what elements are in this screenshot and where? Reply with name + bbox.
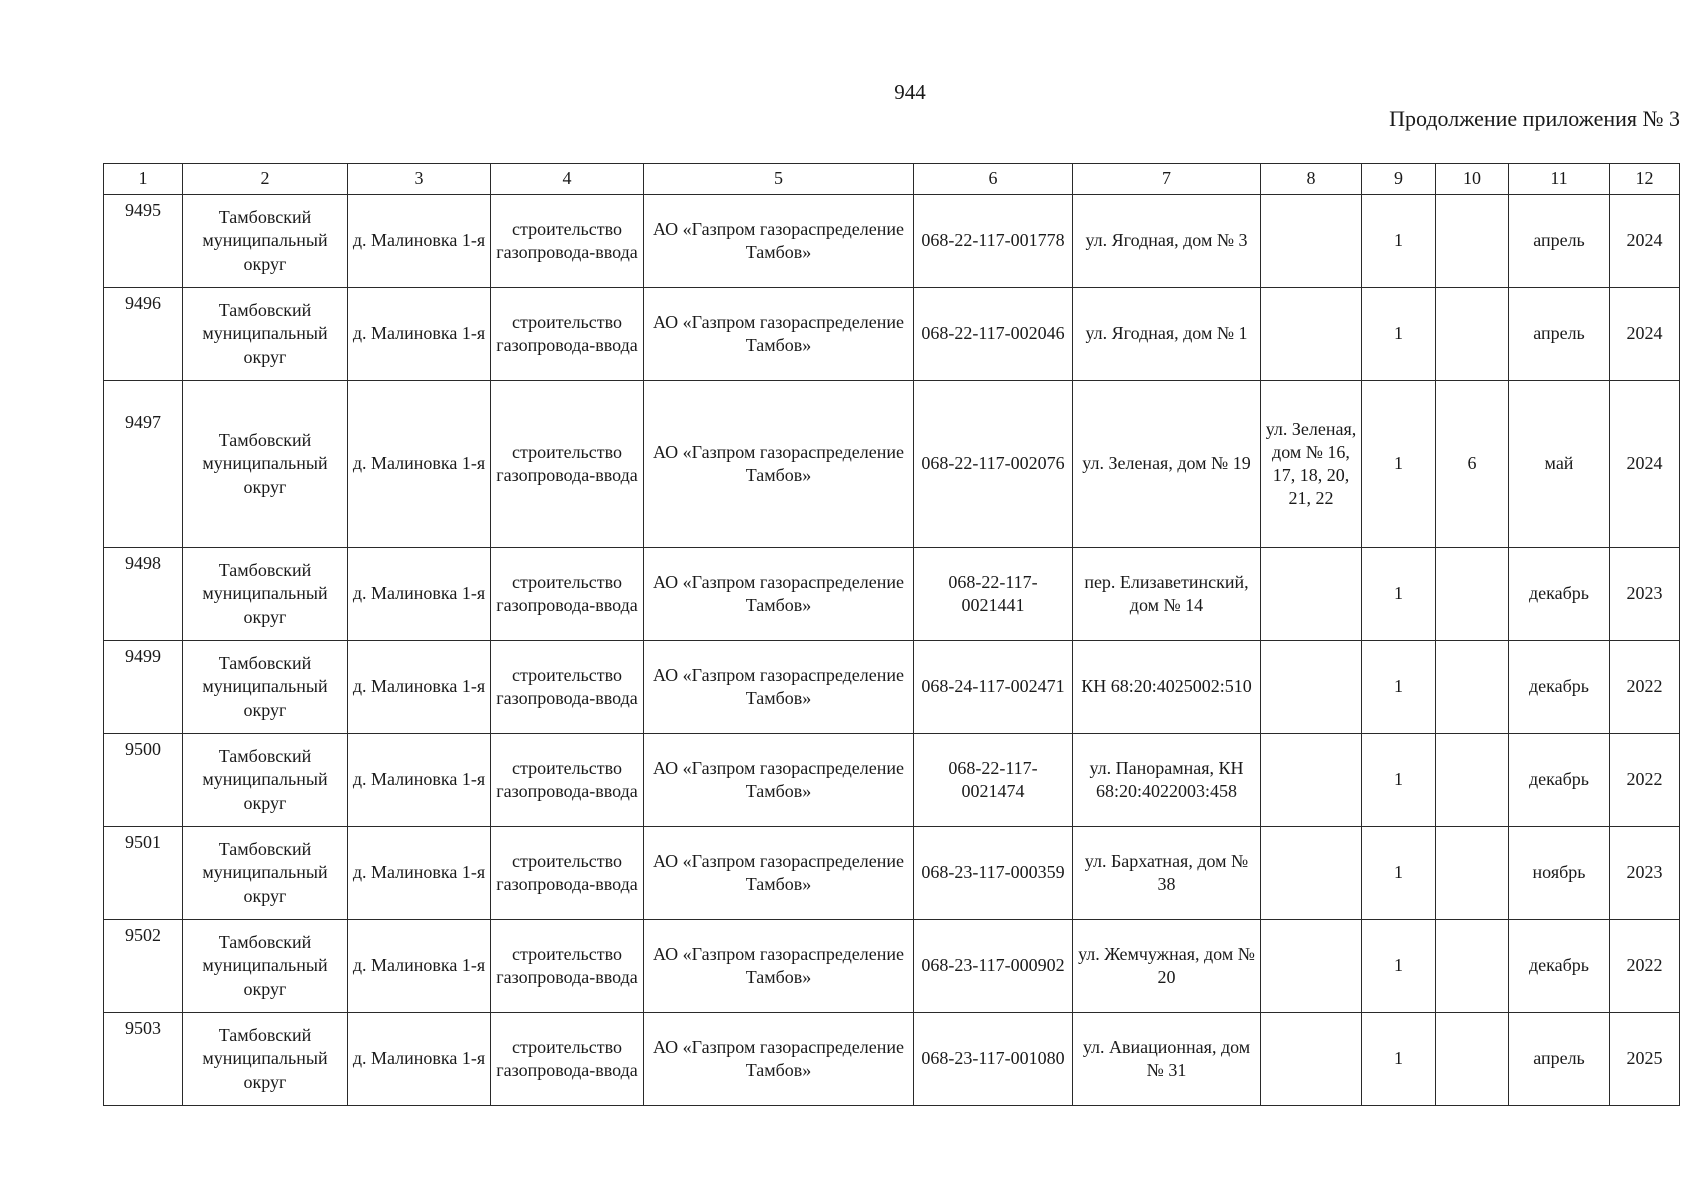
column-header: 10	[1436, 164, 1509, 195]
extra-count-cell	[1436, 920, 1509, 1013]
municipality-cell: Тамбовский муниципальный округ	[183, 827, 348, 920]
record-number: 9498	[104, 548, 183, 641]
settlement-cell: д. Малиновка 1-я	[348, 548, 491, 641]
column-header: 4	[491, 164, 644, 195]
organization-cell: АО «Газпром газораспределение Тамбов»	[644, 288, 914, 381]
year-cell: 2024	[1610, 195, 1680, 288]
record-number: 9497	[104, 381, 183, 548]
settlement-cell: д. Малиновка 1-я	[348, 1013, 491, 1106]
column-header: 8	[1261, 164, 1362, 195]
municipality-cell: Тамбовский муниципальный округ	[183, 548, 348, 641]
organization-cell: АО «Газпром газораспределение Тамбов»	[644, 1013, 914, 1106]
record-number: 9499	[104, 641, 183, 734]
municipality-cell: Тамбовский муниципальный округ	[183, 920, 348, 1013]
work-type-cell: строительство газопровода-ввода	[491, 1013, 644, 1106]
year-cell: 2022	[1610, 920, 1680, 1013]
month-cell: декабрь	[1509, 548, 1610, 641]
organization-cell: АО «Газпром газораспределение Тамбов»	[644, 548, 914, 641]
settlement-cell: д. Малиновка 1-я	[348, 288, 491, 381]
settlement-cell: д. Малиновка 1-я	[348, 734, 491, 827]
table-row	[104, 641, 1680, 734]
month-cell: ноябрь	[1509, 827, 1610, 920]
address-cell: ул. Ягодная, дом № 3	[1073, 195, 1261, 288]
settlement-cell: д. Малиновка 1-я	[348, 381, 491, 548]
record-number: 9496	[104, 288, 183, 381]
extra-address-cell	[1261, 1013, 1362, 1106]
extra-address-cell	[1261, 548, 1362, 641]
address-cell: КН 68:20:4025002:510	[1073, 641, 1261, 734]
record-number: 9501	[104, 827, 183, 920]
address-cell: ул. Авиационная, дом № 31	[1073, 1013, 1261, 1106]
count-cell: 1	[1362, 548, 1436, 641]
municipality-cell: Тамбовский муниципальный округ	[183, 381, 348, 548]
page-number: 944	[894, 80, 926, 104]
month-cell: декабрь	[1509, 920, 1610, 1013]
organization-cell: АО «Газпром газораспределение Тамбов»	[644, 641, 914, 734]
record-number: 9500	[104, 734, 183, 827]
month-cell: май	[1509, 381, 1610, 548]
table-row	[104, 548, 1680, 641]
extra-count-cell	[1436, 195, 1509, 288]
count-cell: 1	[1362, 288, 1436, 381]
application-number-cell: 068-22-117-002076	[914, 381, 1073, 548]
extra-count-cell	[1436, 1013, 1509, 1106]
municipality-cell: Тамбовский муниципальный округ	[183, 1013, 348, 1106]
month-cell: апрель	[1509, 288, 1610, 381]
count-cell: 1	[1362, 381, 1436, 548]
record-number: 9503	[104, 1013, 183, 1106]
extra-count-cell: 6	[1436, 381, 1509, 548]
table-row	[104, 1013, 1680, 1106]
table-row	[104, 195, 1680, 288]
appendix-continuation-label: Продолжение приложения № 3	[1389, 106, 1680, 131]
table-row	[104, 827, 1680, 920]
record-number: 9495	[104, 195, 183, 288]
extra-address-cell: ул. Зеленая, дом № 16, 17, 18, 20, 21, 22	[1261, 381, 1362, 548]
count-cell: 1	[1362, 195, 1436, 288]
address-cell: ул. Ягодная, дом № 1	[1073, 288, 1261, 381]
work-type-cell: строительство газопровода-ввода	[491, 381, 644, 548]
extra-address-cell	[1261, 734, 1362, 827]
organization-cell: АО «Газпром газораспределение Тамбов»	[644, 195, 914, 288]
work-type-cell: строительство газопровода-ввода	[491, 548, 644, 641]
column-number-row	[104, 164, 1680, 195]
application-number-cell: 068-23-117-001080	[914, 1013, 1073, 1106]
address-cell: ул. Бархатная, дом № 38	[1073, 827, 1261, 920]
extra-count-cell	[1436, 827, 1509, 920]
column-header: 9	[1362, 164, 1436, 195]
extra-count-cell	[1436, 734, 1509, 827]
work-type-cell: строительство газопровода-ввода	[491, 827, 644, 920]
count-cell: 1	[1362, 1013, 1436, 1106]
table-row	[104, 288, 1680, 381]
extra-address-cell	[1261, 195, 1362, 288]
application-number-cell: 068-22-117-0021474	[914, 734, 1073, 827]
extra-count-cell	[1436, 548, 1509, 641]
year-cell: 2024	[1610, 288, 1680, 381]
column-header: 11	[1509, 164, 1610, 195]
column-header: 2	[183, 164, 348, 195]
application-number-cell: 068-23-117-000359	[914, 827, 1073, 920]
extra-address-cell	[1261, 641, 1362, 734]
month-cell: декабрь	[1509, 641, 1610, 734]
application-number-cell: 068-24-117-002471	[914, 641, 1073, 734]
column-header: 3	[348, 164, 491, 195]
count-cell: 1	[1362, 920, 1436, 1013]
extra-address-cell	[1261, 920, 1362, 1013]
registry-table	[103, 163, 1680, 1106]
year-cell: 2023	[1610, 548, 1680, 641]
extra-count-cell	[1436, 288, 1509, 381]
column-header: 6	[914, 164, 1073, 195]
month-cell: апрель	[1509, 1013, 1610, 1106]
address-cell: пер. Елизаветинский, дом № 14	[1073, 548, 1261, 641]
application-number-cell: 068-22-117-002046	[914, 288, 1073, 381]
settlement-cell: д. Малиновка 1-я	[348, 920, 491, 1013]
table-row	[104, 734, 1680, 827]
month-cell: апрель	[1509, 195, 1610, 288]
address-cell: ул. Панорамная, КН 68:20:4022003:458	[1073, 734, 1261, 827]
municipality-cell: Тамбовский муниципальный округ	[183, 641, 348, 734]
column-header: 7	[1073, 164, 1261, 195]
organization-cell: АО «Газпром газораспределение Тамбов»	[644, 734, 914, 827]
column-header: 5	[644, 164, 914, 195]
count-cell: 1	[1362, 827, 1436, 920]
application-number-cell: 068-22-117-0021441	[914, 548, 1073, 641]
organization-cell: АО «Газпром газораспределение Тамбов»	[644, 920, 914, 1013]
extra-address-cell	[1261, 827, 1362, 920]
count-cell: 1	[1362, 734, 1436, 827]
work-type-cell: строительство газопровода-ввода	[491, 920, 644, 1013]
organization-cell: АО «Газпром газораспределение Тамбов»	[644, 381, 914, 548]
column-header: 12	[1610, 164, 1680, 195]
application-number-cell: 068-23-117-000902	[914, 920, 1073, 1013]
work-type-cell: строительство газопровода-ввода	[491, 734, 644, 827]
municipality-cell: Тамбовский муниципальный округ	[183, 734, 348, 827]
organization-cell: АО «Газпром газораспределение Тамбов»	[644, 827, 914, 920]
work-type-cell: строительство газопровода-ввода	[491, 641, 644, 734]
settlement-cell: д. Малиновка 1-я	[348, 195, 491, 288]
record-number: 9502	[104, 920, 183, 1013]
month-cell: декабрь	[1509, 734, 1610, 827]
column-header: 1	[104, 164, 183, 195]
settlement-cell: д. Малиновка 1-я	[348, 641, 491, 734]
year-cell: 2025	[1610, 1013, 1680, 1106]
extra-count-cell	[1436, 641, 1509, 734]
year-cell: 2022	[1610, 641, 1680, 734]
year-cell: 2023	[1610, 827, 1680, 920]
table-row	[104, 920, 1680, 1013]
year-cell: 2024	[1610, 381, 1680, 548]
work-type-cell: строительство газопровода-ввода	[491, 195, 644, 288]
application-number-cell: 068-22-117-001778	[914, 195, 1073, 288]
address-cell: ул. Зеленая, дом № 19	[1073, 381, 1261, 548]
extra-address-cell	[1261, 288, 1362, 381]
work-type-cell: строительство газопровода-ввода	[491, 288, 644, 381]
table-row	[104, 381, 1680, 548]
municipality-cell: Тамбовский муниципальный округ	[183, 288, 348, 381]
year-cell: 2022	[1610, 734, 1680, 827]
municipality-cell: Тамбовский муниципальный округ	[183, 195, 348, 288]
count-cell: 1	[1362, 641, 1436, 734]
address-cell: ул. Жемчужная, дом № 20	[1073, 920, 1261, 1013]
settlement-cell: д. Малиновка 1-я	[348, 827, 491, 920]
